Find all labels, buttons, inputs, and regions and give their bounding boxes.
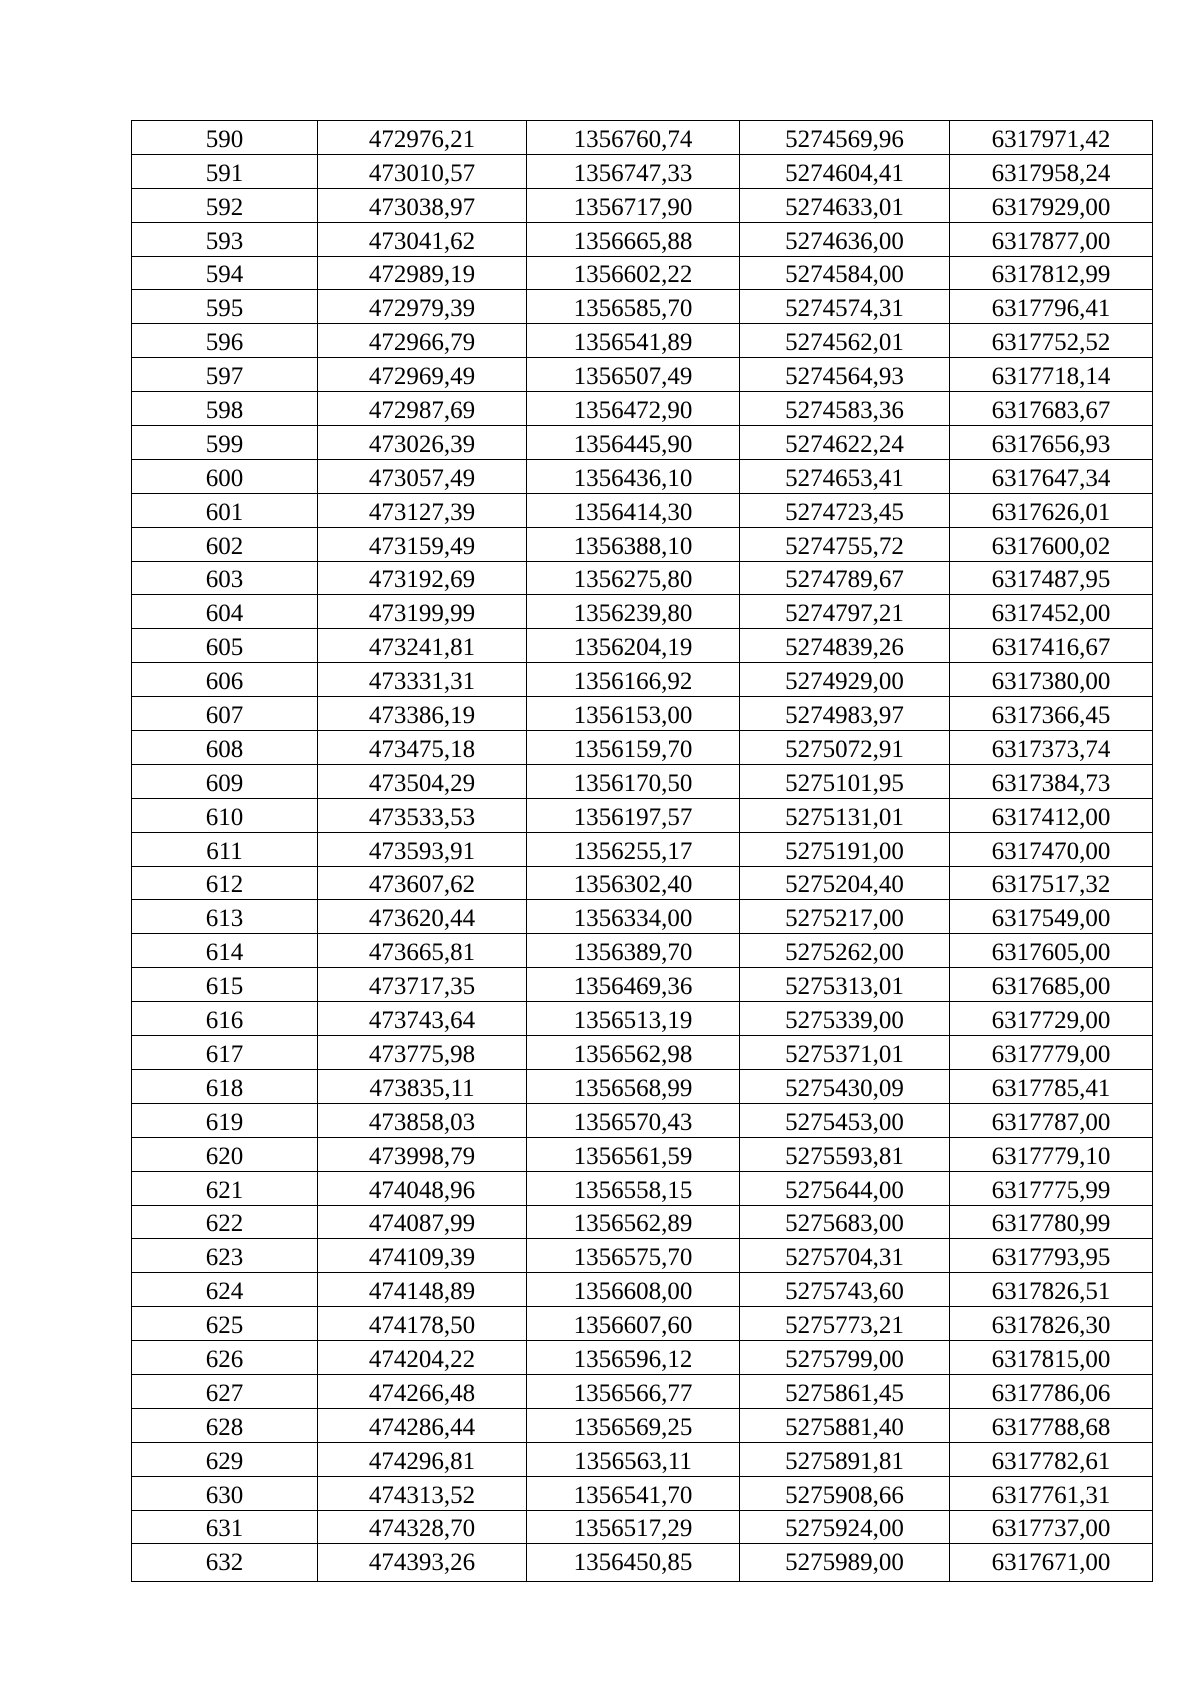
coord-y2-cell: 6317626,01	[950, 493, 1153, 527]
coord-x1-cell: 473607,62	[318, 866, 527, 900]
coord-x2-cell: 5275593,81	[740, 1137, 950, 1171]
point-number-cell: 612	[132, 866, 318, 900]
point-number-cell: 607	[132, 697, 318, 731]
coord-y1-cell: 1356541,89	[527, 324, 740, 358]
coord-y1-cell: 1356561,59	[527, 1137, 740, 1171]
table-row	[132, 121, 1153, 155]
table-row	[132, 832, 1153, 866]
coord-y2-cell: 6317793,95	[950, 1239, 1153, 1273]
coord-x1-cell: 474109,39	[318, 1239, 527, 1273]
table-row	[132, 1476, 1153, 1510]
coord-y1-cell: 1356414,30	[527, 493, 740, 527]
table-row	[132, 934, 1153, 968]
table-row	[132, 663, 1153, 697]
coord-y1-cell: 1356665,88	[527, 222, 740, 256]
point-number-cell: 601	[132, 493, 318, 527]
coord-x2-cell: 5275101,95	[740, 764, 950, 798]
coord-x1-cell: 473665,81	[318, 934, 527, 968]
coord-x1-cell: 472987,69	[318, 392, 527, 426]
coord-y1-cell: 1356153,00	[527, 697, 740, 731]
coord-y1-cell: 1356607,60	[527, 1307, 740, 1341]
point-number-cell: 615	[132, 968, 318, 1002]
coord-x2-cell: 5275743,60	[740, 1273, 950, 1307]
point-number-cell: 624	[132, 1273, 318, 1307]
coord-x2-cell: 5274723,45	[740, 493, 950, 527]
coord-y1-cell: 1356575,70	[527, 1239, 740, 1273]
coord-x2-cell: 5274839,26	[740, 629, 950, 663]
coord-x2-cell: 5275453,00	[740, 1103, 950, 1137]
coordinates-table-body	[132, 121, 1153, 1582]
coord-y1-cell: 1356255,17	[527, 832, 740, 866]
point-number-cell: 630	[132, 1476, 318, 1510]
coord-y1-cell: 1356558,15	[527, 1171, 740, 1205]
coord-y2-cell: 6317761,31	[950, 1476, 1153, 1510]
point-number-cell: 623	[132, 1239, 318, 1273]
table-row	[132, 459, 1153, 493]
coord-x2-cell: 5274789,67	[740, 561, 950, 595]
coord-y1-cell: 1356760,74	[527, 121, 740, 155]
coord-x2-cell: 5274583,36	[740, 392, 950, 426]
coord-x1-cell: 473620,44	[318, 900, 527, 934]
table-row	[132, 561, 1153, 595]
coord-x1-cell: 473533,53	[318, 798, 527, 832]
coord-x2-cell: 5274622,24	[740, 426, 950, 460]
coord-x2-cell: 5274584,00	[740, 256, 950, 290]
coord-x1-cell: 474328,70	[318, 1510, 527, 1544]
coord-y1-cell: 1356469,36	[527, 968, 740, 1002]
coord-y2-cell: 6317815,00	[950, 1341, 1153, 1375]
table-row	[132, 1205, 1153, 1239]
coord-x1-cell: 472969,49	[318, 358, 527, 392]
coord-x1-cell: 473386,19	[318, 697, 527, 731]
coord-y2-cell: 6317671,00	[950, 1544, 1153, 1582]
coord-y2-cell: 6317452,00	[950, 595, 1153, 629]
coord-x2-cell: 5274633,01	[740, 188, 950, 222]
coord-x2-cell: 5274983,97	[740, 697, 950, 731]
point-number-cell: 628	[132, 1408, 318, 1442]
point-number-cell: 602	[132, 527, 318, 561]
coord-y1-cell: 1356472,90	[527, 392, 740, 426]
coord-y1-cell: 1356562,98	[527, 1036, 740, 1070]
point-number-cell: 608	[132, 731, 318, 765]
point-number-cell: 598	[132, 392, 318, 426]
coord-x1-cell: 473010,57	[318, 154, 527, 188]
coord-y2-cell: 6317780,99	[950, 1205, 1153, 1239]
table-row	[132, 1002, 1153, 1036]
table-row	[132, 1273, 1153, 1307]
coord-y1-cell: 1356602,22	[527, 256, 740, 290]
table-row	[132, 900, 1153, 934]
coord-x2-cell: 5274653,41	[740, 459, 950, 493]
coord-x1-cell: 472976,21	[318, 121, 527, 155]
coord-y2-cell: 6317685,00	[950, 968, 1153, 1002]
coord-y1-cell: 1356608,00	[527, 1273, 740, 1307]
table-row	[132, 1137, 1153, 1171]
point-number-cell: 631	[132, 1510, 318, 1544]
coord-y2-cell: 6317487,95	[950, 561, 1153, 595]
point-number-cell: 610	[132, 798, 318, 832]
coord-x2-cell: 5275683,00	[740, 1205, 950, 1239]
coord-x1-cell: 473041,62	[318, 222, 527, 256]
coord-y1-cell: 1356275,80	[527, 561, 740, 595]
table-row	[132, 154, 1153, 188]
table-row	[132, 222, 1153, 256]
table-row	[132, 1307, 1153, 1341]
table-row	[132, 1103, 1153, 1137]
coord-y2-cell: 6317971,42	[950, 121, 1153, 155]
point-number-cell: 596	[132, 324, 318, 358]
coord-x1-cell: 473775,98	[318, 1036, 527, 1070]
coord-y1-cell: 1356717,90	[527, 188, 740, 222]
table-row	[132, 1408, 1153, 1442]
coord-y1-cell: 1356747,33	[527, 154, 740, 188]
table-row	[132, 968, 1153, 1002]
table-row	[132, 527, 1153, 561]
coord-y1-cell: 1356436,10	[527, 459, 740, 493]
coord-x2-cell: 5275881,40	[740, 1408, 950, 1442]
table-row	[132, 324, 1153, 358]
point-number-cell: 611	[132, 832, 318, 866]
coord-x1-cell: 473835,11	[318, 1069, 527, 1103]
point-number-cell: 591	[132, 154, 318, 188]
coord-y1-cell: 1356389,70	[527, 934, 740, 968]
coord-y1-cell: 1356585,70	[527, 290, 740, 324]
point-number-cell: 597	[132, 358, 318, 392]
coord-x1-cell: 473998,79	[318, 1137, 527, 1171]
table-row	[132, 188, 1153, 222]
coord-x2-cell: 5275908,66	[740, 1476, 950, 1510]
coord-x2-cell: 5275217,00	[740, 900, 950, 934]
coord-y2-cell: 6317786,06	[950, 1374, 1153, 1408]
table-row	[132, 426, 1153, 460]
point-number-cell: 629	[132, 1442, 318, 1476]
point-number-cell: 618	[132, 1069, 318, 1103]
table-row	[132, 798, 1153, 832]
coord-y2-cell: 6317549,00	[950, 900, 1153, 934]
point-number-cell: 621	[132, 1171, 318, 1205]
point-number-cell: 595	[132, 290, 318, 324]
coord-x2-cell: 5275891,81	[740, 1442, 950, 1476]
coord-x2-cell: 5275339,00	[740, 1002, 950, 1036]
coord-x1-cell: 473504,29	[318, 764, 527, 798]
coord-y1-cell: 1356568,99	[527, 1069, 740, 1103]
coord-x1-cell: 473331,31	[318, 663, 527, 697]
point-number-cell: 627	[132, 1374, 318, 1408]
coord-y2-cell: 6317826,51	[950, 1273, 1153, 1307]
point-number-cell: 620	[132, 1137, 318, 1171]
coord-y1-cell: 1356563,11	[527, 1442, 740, 1476]
coord-x2-cell: 5274569,96	[740, 121, 950, 155]
coord-y2-cell: 6317470,00	[950, 832, 1153, 866]
coord-y1-cell: 1356566,77	[527, 1374, 740, 1408]
coord-y1-cell: 1356541,70	[527, 1476, 740, 1510]
table-row	[132, 866, 1153, 900]
coord-y1-cell: 1356569,25	[527, 1408, 740, 1442]
point-number-cell: 625	[132, 1307, 318, 1341]
coord-y2-cell: 6317787,00	[950, 1103, 1153, 1137]
coord-x2-cell: 5274797,21	[740, 595, 950, 629]
coord-x2-cell: 5275191,00	[740, 832, 950, 866]
table-row	[132, 629, 1153, 663]
coord-x2-cell: 5275430,09	[740, 1069, 950, 1103]
coord-x2-cell: 5274604,41	[740, 154, 950, 188]
coord-x2-cell: 5275924,00	[740, 1510, 950, 1544]
coord-y2-cell: 6317737,00	[950, 1510, 1153, 1544]
coord-y1-cell: 1356513,19	[527, 1002, 740, 1036]
point-number-cell: 619	[132, 1103, 318, 1137]
coord-y2-cell: 6317683,67	[950, 392, 1153, 426]
point-number-cell: 632	[132, 1544, 318, 1582]
coord-x2-cell: 5275704,31	[740, 1239, 950, 1273]
coord-y2-cell: 6317647,34	[950, 459, 1153, 493]
coord-x1-cell: 474313,52	[318, 1476, 527, 1510]
coord-y1-cell: 1356170,50	[527, 764, 740, 798]
point-number-cell: 616	[132, 1002, 318, 1036]
coord-y2-cell: 6317384,73	[950, 764, 1153, 798]
coord-x1-cell: 473717,35	[318, 968, 527, 1002]
coord-x1-cell: 474296,81	[318, 1442, 527, 1476]
coord-x1-cell: 473475,18	[318, 731, 527, 765]
point-number-cell: 600	[132, 459, 318, 493]
table-row	[132, 697, 1153, 731]
coord-y2-cell: 6317958,24	[950, 154, 1153, 188]
table-row	[132, 493, 1153, 527]
coord-y2-cell: 6317779,00	[950, 1036, 1153, 1070]
table-row	[132, 358, 1153, 392]
coord-y2-cell: 6317788,68	[950, 1408, 1153, 1442]
point-number-cell: 590	[132, 121, 318, 155]
coord-x2-cell: 5275313,01	[740, 968, 950, 1002]
coord-y2-cell: 6317416,67	[950, 629, 1153, 663]
point-number-cell: 626	[132, 1341, 318, 1375]
coord-y1-cell: 1356570,43	[527, 1103, 740, 1137]
table-row	[132, 1442, 1153, 1476]
coord-x1-cell: 474204,22	[318, 1341, 527, 1375]
coord-x2-cell: 5274574,31	[740, 290, 950, 324]
coord-y2-cell: 6317412,00	[950, 798, 1153, 832]
coord-x2-cell: 5275861,45	[740, 1374, 950, 1408]
coord-y1-cell: 1356302,40	[527, 866, 740, 900]
coord-x1-cell: 473192,69	[318, 561, 527, 595]
table-row	[132, 1069, 1153, 1103]
coord-x1-cell: 473199,99	[318, 595, 527, 629]
coord-x1-cell: 473858,03	[318, 1103, 527, 1137]
point-number-cell: 594	[132, 256, 318, 290]
coord-x1-cell: 473743,64	[318, 1002, 527, 1036]
coord-x1-cell: 473593,91	[318, 832, 527, 866]
table-row	[132, 1171, 1153, 1205]
coord-x2-cell: 5274564,93	[740, 358, 950, 392]
coord-x1-cell: 473241,81	[318, 629, 527, 663]
coord-x2-cell: 5275644,00	[740, 1171, 950, 1205]
coord-y2-cell: 6317812,99	[950, 256, 1153, 290]
coord-x1-cell: 474148,89	[318, 1273, 527, 1307]
table-row	[132, 1374, 1153, 1408]
coord-y1-cell: 1356166,92	[527, 663, 740, 697]
point-number-cell: 603	[132, 561, 318, 595]
coord-y2-cell: 6317775,99	[950, 1171, 1153, 1205]
table-row	[132, 1239, 1153, 1273]
point-number-cell: 613	[132, 900, 318, 934]
coord-y2-cell: 6317605,00	[950, 934, 1153, 968]
coord-y1-cell: 1356507,49	[527, 358, 740, 392]
coord-x2-cell: 5274562,01	[740, 324, 950, 358]
point-number-cell: 605	[132, 629, 318, 663]
coord-y1-cell: 1356517,29	[527, 1510, 740, 1544]
coord-x2-cell: 5275371,01	[740, 1036, 950, 1070]
coord-x1-cell: 472966,79	[318, 324, 527, 358]
table-row	[132, 1544, 1153, 1582]
coord-x2-cell: 5275072,91	[740, 731, 950, 765]
coord-x1-cell: 474087,99	[318, 1205, 527, 1239]
coord-x1-cell: 473127,39	[318, 493, 527, 527]
point-number-cell: 604	[132, 595, 318, 629]
coord-x1-cell: 474048,96	[318, 1171, 527, 1205]
coordinates-table	[131, 120, 1153, 1582]
coord-x2-cell: 5275131,01	[740, 798, 950, 832]
coord-x2-cell: 5274755,72	[740, 527, 950, 561]
point-number-cell: 614	[132, 934, 318, 968]
coord-x1-cell: 473038,97	[318, 188, 527, 222]
coord-y2-cell: 6317380,00	[950, 663, 1153, 697]
coord-y2-cell: 6317729,00	[950, 1002, 1153, 1036]
coord-y2-cell: 6317373,74	[950, 731, 1153, 765]
coord-x1-cell: 473159,49	[318, 527, 527, 561]
table-row	[132, 1036, 1153, 1070]
table-row	[132, 1341, 1153, 1375]
coord-y1-cell: 1356450,85	[527, 1544, 740, 1582]
coord-x2-cell: 5275989,00	[740, 1544, 950, 1582]
coord-x1-cell: 473026,39	[318, 426, 527, 460]
coord-y2-cell: 6317517,32	[950, 866, 1153, 900]
coord-y1-cell: 1356562,89	[527, 1205, 740, 1239]
coord-y1-cell: 1356159,70	[527, 731, 740, 765]
coord-y1-cell: 1356197,57	[527, 798, 740, 832]
table-row	[132, 256, 1153, 290]
coord-x2-cell: 5275262,00	[740, 934, 950, 968]
coord-x2-cell: 5275204,40	[740, 866, 950, 900]
point-number-cell: 609	[132, 764, 318, 798]
coord-y1-cell: 1356239,80	[527, 595, 740, 629]
coord-y1-cell: 1356204,19	[527, 629, 740, 663]
coord-x2-cell: 5274929,00	[740, 663, 950, 697]
coord-x1-cell: 473057,49	[318, 459, 527, 493]
point-number-cell: 592	[132, 188, 318, 222]
point-number-cell: 622	[132, 1205, 318, 1239]
coord-y2-cell: 6317826,30	[950, 1307, 1153, 1341]
coord-y2-cell: 6317366,45	[950, 697, 1153, 731]
coord-y2-cell: 6317782,61	[950, 1442, 1153, 1476]
point-number-cell: 599	[132, 426, 318, 460]
table-row	[132, 595, 1153, 629]
coord-x2-cell: 5275773,21	[740, 1307, 950, 1341]
coord-x1-cell: 474393,26	[318, 1544, 527, 1582]
point-number-cell: 593	[132, 222, 318, 256]
table-row	[132, 764, 1153, 798]
coord-y1-cell: 1356596,12	[527, 1341, 740, 1375]
coord-y2-cell: 6317929,00	[950, 188, 1153, 222]
table-row	[132, 392, 1153, 426]
coord-y2-cell: 6317718,14	[950, 358, 1153, 392]
coord-y2-cell: 6317600,02	[950, 527, 1153, 561]
coord-y1-cell: 1356388,10	[527, 527, 740, 561]
coord-x2-cell: 5275799,00	[740, 1341, 950, 1375]
coord-y2-cell: 6317779,10	[950, 1137, 1153, 1171]
point-number-cell: 617	[132, 1036, 318, 1070]
coord-x1-cell: 474286,44	[318, 1408, 527, 1442]
point-number-cell: 606	[132, 663, 318, 697]
coord-y2-cell: 6317752,52	[950, 324, 1153, 358]
coord-x1-cell: 474266,48	[318, 1374, 527, 1408]
coord-y1-cell: 1356334,00	[527, 900, 740, 934]
coord-y1-cell: 1356445,90	[527, 426, 740, 460]
coord-x1-cell: 472989,19	[318, 256, 527, 290]
table-row	[132, 731, 1153, 765]
coord-y2-cell: 6317796,41	[950, 290, 1153, 324]
coord-y2-cell: 6317656,93	[950, 426, 1153, 460]
table-row	[132, 1510, 1153, 1544]
coord-x2-cell: 5274636,00	[740, 222, 950, 256]
coord-x1-cell: 474178,50	[318, 1307, 527, 1341]
table-row	[132, 290, 1153, 324]
coord-x1-cell: 472979,39	[318, 290, 527, 324]
coord-y2-cell: 6317785,41	[950, 1069, 1153, 1103]
coord-y2-cell: 6317877,00	[950, 222, 1153, 256]
